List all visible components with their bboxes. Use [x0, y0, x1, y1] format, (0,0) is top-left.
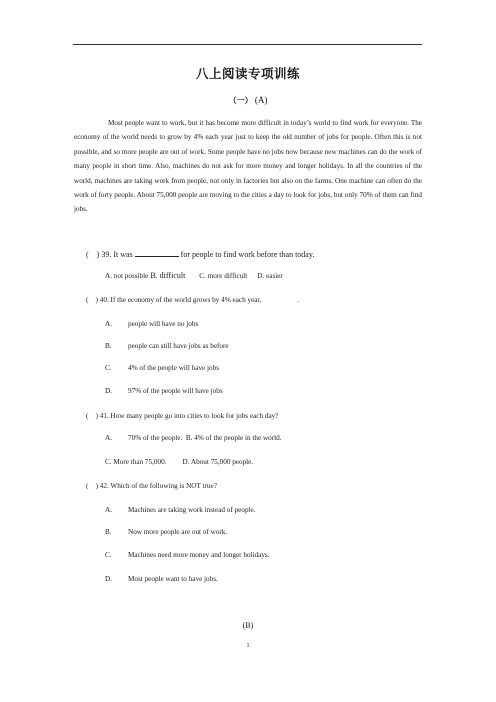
- question-42-option-c: C. Machines need more money and longer holidays.: [105, 551, 270, 559]
- section-heading: [0, 95, 496, 106]
- question-40-option-a: A. people will have no jobs: [105, 320, 199, 328]
- header-rule: [73, 44, 422, 45]
- page-number: 1: [246, 643, 250, 649]
- question-39-stem: ( ) 39. It was for people to find work before than today.: [86, 250, 315, 259]
- section-number: （一）: [228, 96, 253, 105]
- section-part: (A): [254, 95, 268, 105]
- question-42-option-d: D. Most people want to have jobs.: [105, 575, 218, 583]
- question-40-option-c: C. 4% of the people will have jobs: [105, 364, 220, 372]
- question-41-options-row-1: A. 70% of the people. B. 4% of the people in the world.: [105, 434, 282, 442]
- question-41-options-row-2: C. More than 75,000. D. About 75,000 people.: [105, 458, 254, 466]
- option-d: D. easier: [257, 272, 283, 280]
- option-a: A. not possible: [105, 272, 149, 280]
- question-40-option-b: B. people can still have jobs as before: [105, 342, 229, 350]
- question-39-options: [105, 271, 283, 280]
- page-title: 八上阅读专项训练: [195, 66, 300, 81]
- next-section-heading: (B): [242, 621, 254, 630]
- question-42-option-a: A. Machines are taking work instead of people.: [105, 506, 256, 514]
- passage-text: Most people want to work, but it has become more difficult in today’s world to find work for everyone. The economy of the world needs to grow by 4% each year just to keep the old number of jobs for people. Often this is not possible, and so more people are out of work. Some people have no jobs now because new machines can do the work of many people in short time. Also, machines do not ask for more money and longer holidays. In all the countries of the world, machines are taking work from people, not only in factories but also on the farms. One machine can often do the work of forty people. About 75,000 people are moving to the cities a day to look for jobs, but only 70% of them can find jobs.: [74, 119, 422, 214]
- question-41-stem: ( ) 41. How many people go into cities to look for jobs each day?: [86, 412, 279, 420]
- option-c: C. more difficult: [199, 272, 248, 280]
- question-42-stem: ( ) 42. Which of the following is NOT true?: [86, 482, 217, 490]
- question-40-stem: ( ) 40. If the economy of the world grows by 4% each year, .: [86, 296, 300, 304]
- question-42-option-b: B. Now more people are out of work.: [105, 528, 228, 536]
- question-40-option-d: D. 97% of the people will have jobs: [105, 387, 223, 395]
- option-b: B. difficult: [150, 271, 186, 280]
- answer-blank: [135, 249, 179, 257]
- reading-passage: [74, 116, 422, 217]
